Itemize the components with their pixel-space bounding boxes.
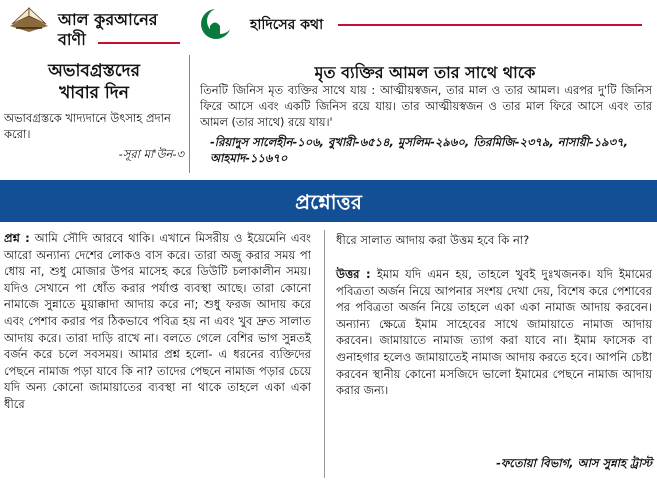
ayat-source: -সূরা মা'উন-৩	[118, 147, 184, 161]
column-divider	[189, 55, 190, 173]
qa-column-divider	[324, 230, 325, 478]
qa-banner-title: প্রশ্নোত্তর	[295, 190, 362, 214]
answer-source: -ফতোয়া বিভাগ, আস সুন্নাহ ট্রাস্ট	[496, 456, 652, 470]
question-block	[4, 230, 311, 413]
answer-label: উত্তর :	[336, 267, 371, 281]
hadith-heading: হাদিসের কথা	[250, 17, 324, 33]
ayat-title-line1: অভাবগ্রস্তদের	[48, 61, 140, 81]
hadith-title: মৃত ব্যক্তির আমল তার সাথে থাকে	[314, 63, 536, 82]
crescent-mosque-icon	[198, 6, 234, 42]
ayat-text: অভাবগ্রস্তকে খাদ্যদানে উৎসাহ প্রদান করো।	[4, 111, 171, 141]
hadith-source: -রিয়াদুস সালেহীন-১০৬, বুখারী-৬৫১৪, মুসলিম-২৯৬০, তিরমিজি-২৩৭৯, নাসায়ী-১৯৩৭, আহমাদ-১১৬৭০	[210, 135, 628, 165]
ayat-title-line2: খাবার দিন	[59, 83, 129, 103]
quran-heading-line1: আল কুরআনের	[58, 10, 158, 29]
answer-text: ইমাম যদি এমন হয়, তাহলে খুবই দুঃখজনক। যদি ইমামের পবিত্রতা অর্জন নিয়ে আপনার সংশয় দেখা দেয়, বিশেষ করে পেশাবের পর পবিত্রতা অর্জন নিয়ে তাহলে একা একা নামাজ আদায় করবেন। অন্যান্য ক্ষেত্রে ইমাম সাহেবের সাথে জামায়াতে নামাজ আদায় করবেন। জামায়াতে নামাজ ত্যাগ করা যাবে না। ইমাম ফাসেক বা গুনাহগার হলেও জামায়াতেই নামাজ আদায় করতে হবে। আপনি চেষ্টা করবেন স্থানীয় কোনো মসজিদে ভালো ইমামের পেছনে নামাজ আদায় করার জন্য।	[336, 267, 652, 398]
qa-banner	[0, 180, 657, 222]
question-text: আমি সৌদি আরবে থাকি। এখানে মিসরীয় ও ইয়েমেনি এবং আরো অন্যান্য দেশের লোকও বাস করে। তারা অজু করার সময় পা ধোয় না, শুধু মোজার উপর মাসেহ করে ডিউটি চলাকালীন সময়। যদিও সেখানে পা ধোঁত করার পর্যাপ্ত ব্যবস্থা আছে। তারা কোনো নামাজে সুন্নাতে মুয়াক্কাদা আদায় করে না; শুধু ফরজ আদায় করে এবং পেশাব করার পর ঠিকভাবে পবিত্র হয় না এবং খুব দ্রুত সালাত আদায় করে। তারা দাড়ি রাখে না। বলতে গেলে বেশির ভাগ সুন্নতই বর্জন করে চলে সবসময়। আমার প্রশ্ন হলো- এ ধরনের ব্যক্তিদের পেছনে নামাজ পড়া যাবে কি না? তাদের পেছনে নামাজ পড়ার চেয়ে যদি অন্য কোনো জামায়াতের ব্যবস্থা না থাকে তাহলে একা একা ধীরে	[4, 231, 311, 411]
quran-book-icon	[6, 4, 52, 34]
question-continued: ধীরে সালাত আদায় করা উত্তম হবে কি না?	[336, 233, 530, 247]
question-label: প্রশ্ন :	[4, 231, 30, 245]
answer-block	[336, 266, 652, 399]
quran-verse-box	[4, 60, 184, 165]
hadith-heading-rule	[338, 24, 642, 26]
quran-heading-line2: বাণী	[58, 30, 86, 49]
hadith-text: তিনটি জিনিস মৃত ব্যক্তির সাথে যায় : আত্মীয়স্বজন, তার মাল ও তার আমল। এরপর দু'টি জিনিস ফিরে আসে এবং একটি জিনিস রয়ে যায়। তার আত্মীয়স্বজন ও তার মাল ফিরে আসে এবং তার আমল (তার সাথে) রয়ে যায়।'	[200, 84, 652, 129]
quran-heading-rule	[98, 42, 180, 44]
